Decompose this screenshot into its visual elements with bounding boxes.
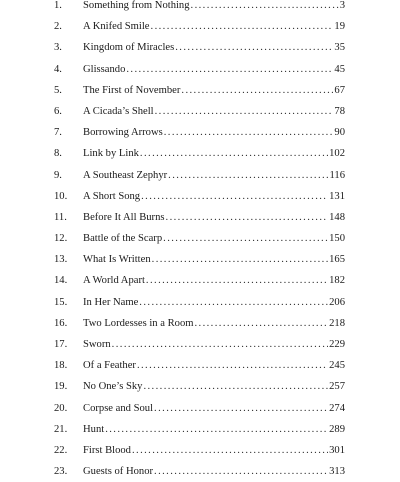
dot-leader [166, 207, 329, 228]
chapter-line [83, 207, 345, 228]
dot-leader [141, 186, 328, 207]
chapter-title: A World Apart [83, 275, 145, 287]
toc-entry [0, 186, 400, 207]
toc-entry [0, 37, 400, 58]
dot-leader [146, 270, 328, 291]
dot-leader [143, 376, 328, 397]
toc-entry [0, 143, 400, 164]
page-number: 218 [329, 317, 345, 329]
page-number: 3 [339, 0, 345, 11]
chapter-number: 23. [54, 466, 68, 478]
chapter-number: 1. [54, 0, 62, 11]
chapter-number: 15. [54, 296, 68, 308]
toc-entry [0, 355, 400, 376]
dot-leader [181, 80, 333, 101]
toc-entry [0, 376, 400, 397]
chapter-number: 7. [54, 127, 62, 139]
chapter-title: Kingdom of Miracles [83, 42, 175, 54]
chapter-line [83, 122, 345, 143]
chapter-number: 8. [54, 148, 62, 160]
chapter-title: Guests of Honor [83, 466, 154, 478]
chapter-number: 17. [54, 339, 68, 350]
chapter-title: Before It All Burns [83, 211, 165, 223]
chapter-line [83, 440, 345, 461]
chapter-title: Something from Nothing [83, 0, 190, 11]
toc-entry [0, 16, 400, 37]
page-number: 131 [329, 190, 345, 202]
dot-leader [154, 461, 328, 482]
chapter-title: Sworn [83, 339, 111, 350]
chapter-line [83, 228, 345, 249]
page-number: 90 [334, 127, 345, 139]
dot-leader [155, 101, 334, 122]
chapter-title: No One’s Sky [83, 381, 143, 393]
chapter-line [83, 419, 345, 440]
chapter-line [83, 143, 345, 164]
chapter-title: First Blood [83, 444, 131, 456]
chapter-title: What Is Written [83, 254, 151, 266]
chapter-title: A Knifed Smile [83, 21, 150, 33]
chapter-line [83, 292, 345, 313]
chapter-number: 5. [54, 84, 62, 96]
chapter-line [83, 59, 345, 80]
toc-entry [0, 334, 400, 355]
page-number: 245 [329, 360, 345, 372]
dot-leader [137, 355, 328, 376]
page-number: 182 [329, 275, 345, 287]
dot-leader [139, 292, 328, 313]
toc-entry [0, 270, 400, 291]
dot-leader [175, 37, 333, 58]
toc-entry [0, 0, 400, 16]
dot-leader [105, 419, 328, 440]
chapter-line [83, 186, 345, 207]
chapter-number: 21. [54, 423, 68, 435]
page-number: 45 [334, 63, 345, 75]
chapter-title: Two Lordesses in a Room [83, 317, 194, 329]
chapter-line [83, 461, 345, 482]
chapter-line [83, 313, 345, 334]
chapter-number: 10. [54, 190, 68, 202]
chapter-line [83, 249, 345, 270]
toc-entry [0, 292, 400, 313]
page-number: 35 [334, 42, 345, 54]
chapter-line [83, 334, 345, 355]
toc-entry [0, 122, 400, 143]
toc-entry [0, 80, 400, 101]
toc-entry [0, 59, 400, 80]
chapter-line [83, 80, 345, 101]
chapter-number: 11. [54, 211, 67, 223]
chapter-line [83, 398, 345, 419]
page-number: 102 [329, 148, 345, 160]
chapter-number: 18. [54, 360, 68, 372]
dot-leader [140, 143, 328, 164]
page-number: 78 [334, 105, 345, 117]
chapter-title: A Short Song [83, 190, 141, 202]
chapter-number: 6. [54, 105, 62, 117]
chapter-title: In Her Name [83, 296, 139, 308]
toc-entry [0, 313, 400, 334]
dot-leader [151, 16, 334, 37]
chapter-number: 16. [54, 317, 68, 329]
page-number: 257 [329, 381, 345, 393]
dot-leader [152, 249, 328, 270]
chapter-title: Hunt [83, 423, 105, 435]
toc-entry [0, 228, 400, 249]
toc-entry [0, 419, 400, 440]
chapter-title: Corpse and Soul [83, 402, 154, 414]
toc-entry [0, 398, 400, 419]
toc-entry [0, 440, 400, 461]
page-number: 206 [329, 296, 345, 308]
chapter-number: 20. [54, 402, 68, 414]
toc-entry [0, 207, 400, 228]
dot-leader [191, 0, 339, 16]
chapter-number: 3. [54, 42, 62, 54]
chapter-line [83, 101, 345, 122]
chapter-title: Battle of the Scarp [83, 233, 163, 245]
page-number: 165 [329, 254, 345, 266]
chapter-title: A Southeast Zephyr [83, 169, 168, 181]
dot-leader [164, 122, 334, 143]
page-number: 274 [329, 402, 345, 414]
chapter-number: 9. [54, 169, 62, 181]
toc-entry [0, 249, 400, 270]
chapter-line [83, 355, 345, 376]
dot-leader [163, 228, 328, 249]
chapter-line [83, 16, 345, 37]
chapter-title: Borrowing Arrows [83, 127, 163, 139]
chapter-title: Glissando [83, 63, 126, 75]
page-number: 148 [329, 211, 345, 223]
dot-leader [154, 398, 328, 419]
chapter-number: 2. [54, 21, 62, 33]
chapter-number: 14. [54, 275, 68, 287]
chapter-line [83, 37, 345, 58]
dot-leader [112, 334, 328, 355]
dot-leader [168, 165, 328, 186]
page-number: 150 [329, 233, 345, 245]
toc-entry [0, 461, 400, 482]
page-number: 67 [334, 84, 345, 96]
chapter-line [83, 270, 345, 291]
dot-leader [194, 313, 328, 334]
chapter-number: 22. [54, 444, 68, 456]
chapter-number: 4. [54, 63, 62, 75]
chapter-line [83, 0, 345, 16]
page-number: 116 [329, 169, 345, 181]
chapter-title: The First of November [83, 84, 181, 96]
toc-entry [0, 101, 400, 122]
chapter-number: 19. [54, 381, 68, 393]
page-number: 289 [329, 423, 345, 435]
dot-leader [126, 59, 333, 80]
chapter-line [83, 165, 345, 186]
chapter-number: 13. [54, 254, 68, 266]
chapter-line [83, 376, 345, 397]
page-number: 229 [329, 339, 345, 350]
chapter-title: Link by Link [83, 148, 139, 160]
toc-entry [0, 165, 400, 186]
dot-leader [132, 440, 328, 461]
page-number: 19 [334, 21, 345, 33]
page-number: 313 [329, 466, 345, 478]
page-number: 301 [329, 444, 345, 456]
chapter-title: Of a Feather [83, 360, 136, 372]
chapter-number: 12. [54, 233, 68, 245]
chapter-title: A Cicada’s Shell [83, 105, 154, 117]
